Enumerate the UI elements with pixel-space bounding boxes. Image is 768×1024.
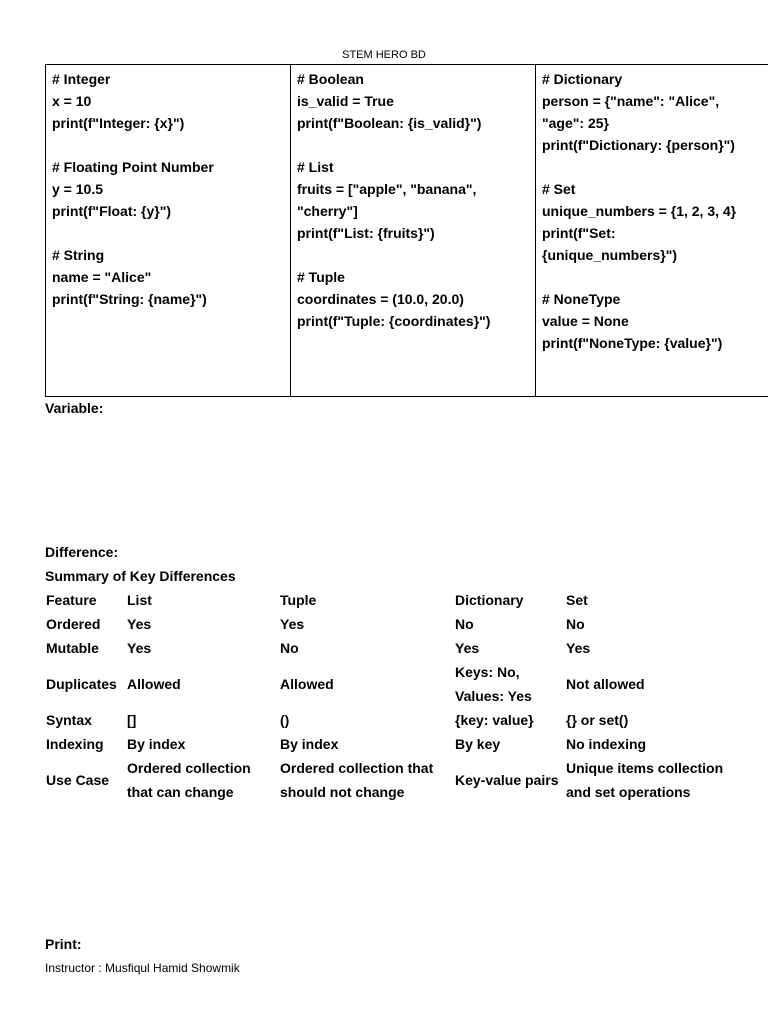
code-line: # String	[52, 247, 105, 263]
code-line: name = "Alice"	[52, 269, 152, 285]
table-cell: Yes	[455, 640, 480, 656]
code-block-string	[52, 244, 285, 310]
header-cell: Dictionary	[455, 592, 524, 608]
code-line: print(f"Float: {y}")	[52, 203, 172, 219]
table-cell: Mutable	[46, 640, 99, 656]
instructor-credit: Instructor : Musfiqul Hamid Showmik	[45, 961, 240, 975]
table-cell: No	[455, 616, 474, 632]
table-cell: Yes	[566, 640, 591, 656]
table-cell: {key: value}	[455, 712, 534, 728]
differences-table	[45, 588, 753, 804]
page-header: STEM HERO BD	[342, 49, 426, 61]
code-column-3	[536, 65, 768, 397]
code-line: unique_numbers = {1, 2, 3, 4}	[542, 203, 737, 219]
code-column-2	[291, 65, 536, 397]
table-cell: Ordered collection that can change	[127, 760, 251, 800]
summary-heading: Summary of Key Differences	[45, 568, 236, 584]
table-row	[45, 756, 753, 804]
code-block-list	[297, 156, 530, 244]
code-line: # List	[297, 159, 334, 175]
code-line: print(f"Boolean: {is_valid}")	[297, 115, 482, 131]
table-cell: Key-value pairs	[455, 772, 559, 788]
difference-label: Difference:	[45, 544, 119, 560]
code-examples-table	[45, 64, 768, 397]
table-cell: {} or set()	[566, 712, 629, 728]
header-cell: Set	[566, 592, 588, 608]
code-line: value = None	[542, 313, 629, 329]
print-label: Print:	[45, 936, 82, 952]
header-cell: List	[127, 592, 152, 608]
table-cell: Use Case	[46, 772, 110, 788]
table-row	[45, 708, 753, 732]
table-cell: By index	[280, 736, 339, 752]
code-line: # Tuple	[297, 269, 345, 285]
table-cell: Not allowed	[566, 676, 645, 692]
table-cell: Syntax	[46, 712, 92, 728]
code-line: print(f"Set:	[542, 225, 616, 241]
code-line: # Boolean	[297, 71, 364, 87]
table-cell: No	[280, 640, 299, 656]
table-cell: By key	[455, 736, 501, 752]
code-line: "cherry"]	[297, 203, 358, 219]
code-line: # Set	[542, 181, 576, 197]
code-line: print(f"Dictionary: {person}")	[542, 137, 735, 153]
table-cell: Allowed	[127, 676, 181, 692]
code-line: # Floating Point Number	[52, 159, 214, 175]
table-row	[45, 612, 753, 636]
code-line: "age": 25}	[542, 115, 609, 131]
table-row	[45, 660, 753, 708]
table-cell: Allowed	[280, 676, 334, 692]
table-row	[45, 732, 753, 756]
table-cell: ()	[280, 712, 290, 728]
code-line: print(f"Integer: {x}")	[52, 115, 185, 131]
code-block-nonetype	[542, 288, 768, 354]
code-line: print(f"String: {name}")	[52, 291, 207, 307]
code-line: print(f"Tuple: {coordinates}")	[297, 313, 491, 329]
table-cell: No indexing	[566, 736, 647, 752]
code-line: {unique_numbers}")	[542, 247, 677, 263]
table-cell: Ordered	[46, 616, 101, 632]
table-cell: Yes	[127, 640, 152, 656]
table-header-row	[45, 588, 753, 612]
code-line: person = {"name": "Alice",	[542, 93, 720, 109]
code-block-tuple	[297, 266, 530, 332]
code-line: # NoneType	[542, 291, 621, 307]
table-cell: Yes	[280, 616, 305, 632]
code-block-integer	[52, 68, 285, 134]
code-block-dictionary	[542, 68, 768, 156]
table-cell: Unique items collection and set operations	[566, 760, 724, 800]
code-line: print(f"NoneType: {value}")	[542, 335, 723, 351]
table-row	[45, 636, 753, 660]
code-line: y = 10.5	[52, 181, 103, 197]
code-examples-row	[46, 65, 768, 397]
table-cell: Duplicates	[46, 676, 117, 692]
table-cell: Indexing	[46, 736, 104, 752]
table-cell: Keys: No, Values: Yes	[455, 664, 532, 704]
code-line: print(f"List: {fruits}")	[297, 225, 435, 241]
code-column-1	[46, 65, 291, 397]
code-line: x = 10	[52, 93, 92, 109]
code-line: is_valid = True	[297, 93, 394, 109]
code-line: coordinates = (10.0, 20.0)	[297, 291, 464, 307]
table-cell: []	[127, 712, 137, 728]
header-cell: Feature	[46, 592, 97, 608]
code-line: # Integer	[52, 71, 111, 87]
code-block-set	[542, 178, 768, 266]
code-line: fruits = ["apple", "banana",	[297, 181, 477, 197]
table-cell: No	[566, 616, 585, 632]
header-cell: Tuple	[280, 592, 317, 608]
table-cell: By index	[127, 736, 186, 752]
code-line: # Dictionary	[542, 71, 623, 87]
variable-label: Variable:	[45, 400, 104, 416]
table-cell: Ordered collection that should not change	[280, 760, 434, 800]
table-cell: Yes	[127, 616, 152, 632]
code-block-boolean	[297, 68, 530, 134]
code-block-float	[52, 156, 285, 222]
